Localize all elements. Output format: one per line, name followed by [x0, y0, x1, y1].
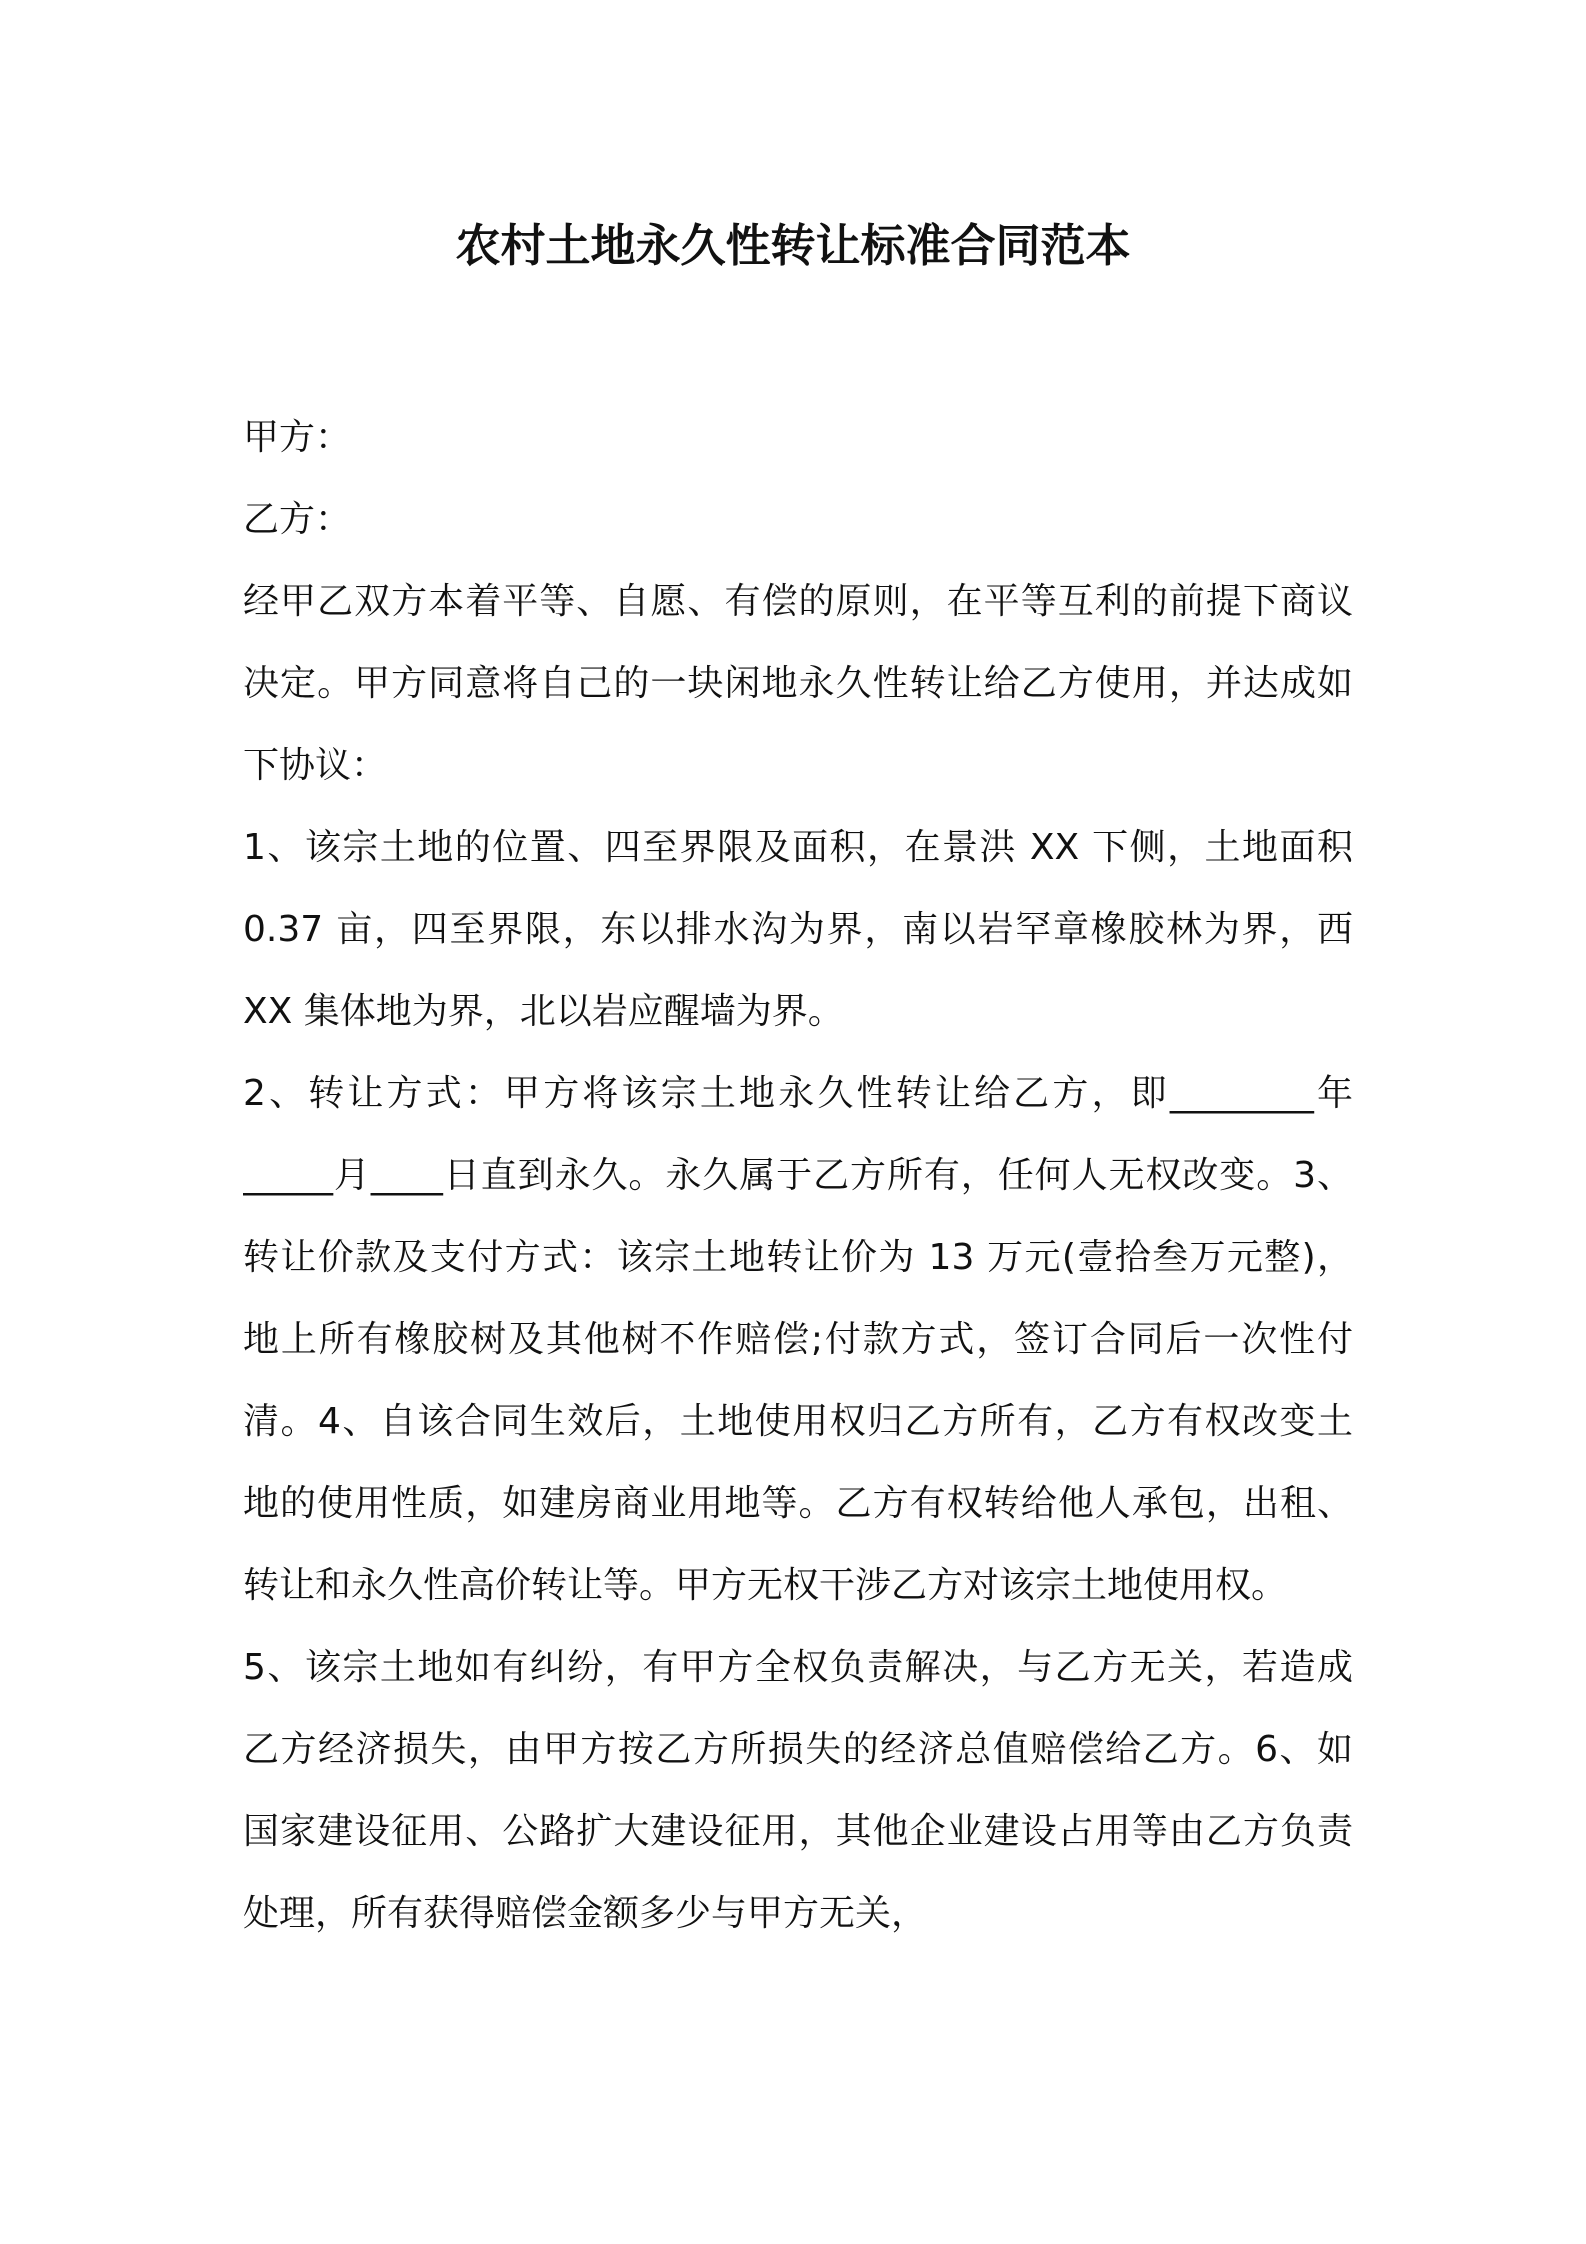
party-b-line: 乙方： — [243, 499, 352, 540]
clause-1-line-2: 0.37 亩，四至界限，东以排水沟为界，南以岩罕章橡胶林为界，西 — [243, 909, 1353, 950]
preamble-line-1: 经甲乙双方本着平等、自愿、有偿的原则，在平等互利的前提下商议 — [243, 581, 1353, 622]
clause-2-line-2: _____月____日直到永久。永久属于乙方所有，任何人无权改变。3、 — [243, 1155, 1353, 1196]
clause-4-line-2: 地的使用性质，如建房商业用地等。乙方有权转给他人承包，出租、 — [243, 1483, 1353, 1524]
clause-2-line-1: 2、转让方式：甲方将该宗土地永久性转让给乙方，即________年 — [243, 1073, 1353, 1114]
clause-1-line-3: XX 集体地为界，北以岩应醒墙为界。 — [243, 991, 844, 1032]
clause-5-line-2: 乙方经济损失，由甲方按乙方所损失的经济总值赔偿给乙方。6、如 — [243, 1729, 1353, 1770]
preamble-line-2: 决定。甲方同意将自己的一块闲地永久性转让给乙方使用，并达成如 — [243, 663, 1353, 704]
clause-6-line-1: 国家建设征用、公路扩大建设征用，其他企业建设占用等由乙方负责 — [243, 1811, 1353, 1852]
clause-1-line-1: 1、该宗土地的位置、四至界限及面积，在景洪 XX 下侧，土地面积 — [243, 827, 1353, 868]
preamble-line-3: 下协议： — [243, 745, 388, 786]
clause-3-line-1: 转让价款及支付方式：该宗土地转让价为 13 万元(壹拾叁万元整)， — [243, 1237, 1353, 1278]
clause-3-line-2: 地上所有橡胶树及其他树不作赔偿;付款方式，签订合同后一次性付 — [243, 1319, 1353, 1360]
document-title: 农村土地永久性转让标准合同范本 — [455, 219, 1131, 272]
clause-4-line-1: 清。4、自该合同生效后，土地使用权归乙方所有，乙方有权改变土 — [243, 1401, 1353, 1442]
party-a-line: 甲方： — [243, 417, 352, 458]
clause-4-line-3: 转让和永久性高价转让等。甲方无权干涉乙方对该宗土地使用权。 — [243, 1565, 1288, 1606]
clause-5-line-1: 5、该宗土地如有纠纷，有甲方全权负责解决，与乙方无关，若造成 — [243, 1647, 1353, 1688]
clause-6-line-2: 处理，所有获得赔偿金额多少与甲方无关， — [243, 1893, 928, 1934]
